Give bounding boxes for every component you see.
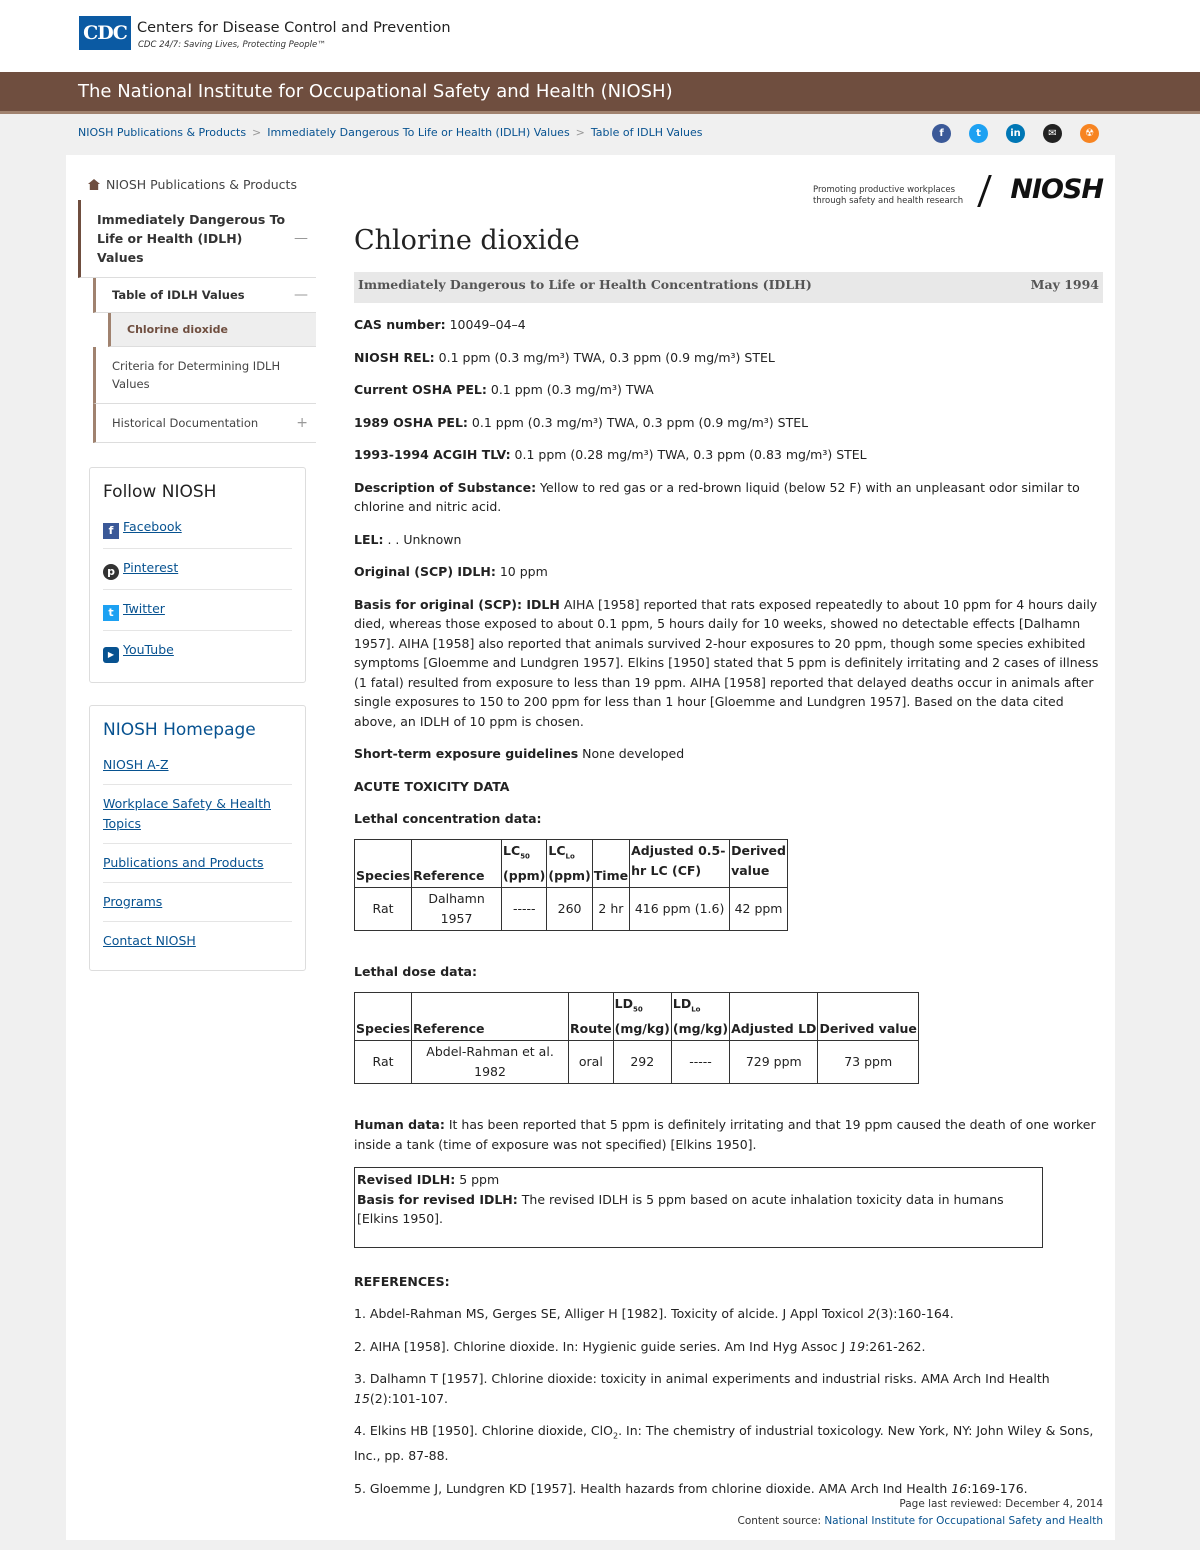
table-cell: oral [569, 1041, 614, 1084]
header-text: (mg/kg) [614, 1021, 670, 1036]
references-heading [354, 1272, 1103, 1292]
table-header [671, 992, 729, 1041]
nav-home-label: NIOSH Publications & Products [106, 177, 297, 192]
source-label: Content source: [737, 1515, 825, 1527]
logo-slash [977, 175, 992, 207]
ref-volume: 16 [951, 1480, 968, 1496]
nav-item-criteria[interactable] [93, 347, 316, 404]
header-text: (ppm) [503, 868, 546, 883]
table-header: Adjusted LD [730, 992, 818, 1041]
field-label: Description of Substance: [354, 479, 537, 495]
ld-label [354, 962, 1103, 982]
table-cell: 260 [547, 888, 592, 931]
cdc-name[interactable]: Centers for Disease Control and Prevention [137, 20, 451, 36]
nav-home[interactable] [78, 169, 316, 200]
nav-item-historical[interactable] [93, 404, 316, 443]
ref-volume: 15 [354, 1390, 370, 1406]
page-container [66, 155, 1115, 1540]
niosh-logo[interactable] [813, 173, 1103, 213]
facebook-icon[interactable]: f [932, 124, 951, 143]
table-header: Reference [412, 992, 569, 1041]
field-osha-pel [354, 380, 1103, 400]
field-value: 0.1 ppm (0.28 mg/m³) TWA, 0.3 ppm (0.83 mg/m³) STEL [510, 447, 867, 462]
section-heading: Lethal dose data: [354, 964, 477, 979]
logo-promo [813, 185, 963, 207]
ref-volume: 19 [849, 1338, 866, 1354]
nav-item-chlorine-dioxide[interactable]: Chlorine dioxide [108, 313, 316, 347]
table-header: Species [355, 839, 412, 888]
ref-text: :169-176. [967, 1480, 1028, 1496]
linkedin-icon[interactable]: in [1006, 124, 1025, 143]
field-label: 1989 OSHA PEL: [354, 414, 468, 430]
field-original-idlh [354, 562, 1103, 582]
twitter-icon: t [103, 605, 119, 621]
ref-text: (3):160-164. [875, 1306, 954, 1321]
breadcrumb-item[interactable]: Table of IDLH Values [590, 126, 703, 139]
nav-item-label: Historical Documentation [112, 416, 259, 430]
table-header: Time [592, 839, 629, 888]
ref-volume: 2 [867, 1306, 876, 1321]
homepage-link[interactable]: Publications and Products [103, 855, 264, 870]
homepage-link[interactable]: Programs [103, 894, 163, 909]
logo-wordmark: NIOSH [1010, 174, 1103, 205]
field-cas [354, 315, 1103, 335]
table-cell: Rat [355, 1041, 412, 1084]
table-cell: ----- [502, 888, 547, 931]
lethal-dose-table [354, 992, 919, 1085]
field-value: 5 ppm [455, 1172, 500, 1187]
cdc-logo[interactable]: CDC [79, 16, 131, 50]
content-source [737, 1513, 1103, 1530]
nav-item-label: Immediately Dangerous To Life or Health (IDLH) Values [97, 212, 286, 265]
table-header: Adjusted 0.5-hr LC (CF) [630, 839, 730, 888]
breadcrumb-item[interactable]: NIOSH Publications & Products [78, 126, 247, 139]
table-header [613, 992, 671, 1041]
field-value: The revised IDLH is 5 ppm based on acute inhalation toxicity data in humans [Elkins 1950]. [357, 1191, 1004, 1226]
table-header: Reference [412, 839, 502, 888]
field-value: Yellow to red gas or a red-brown liquid (below 52 F) with an unpleasant odor similar to chlorine and nitric acid. [354, 479, 1080, 514]
table-header-row [355, 839, 788, 888]
niosh-title-bar [0, 72, 1200, 114]
field-label: NIOSH REL: [354, 349, 435, 365]
table-header-row [355, 992, 919, 1041]
table-row [355, 1041, 919, 1084]
field-label: Revised IDLH: [357, 1172, 456, 1187]
homepage-title[interactable]: NIOSH Homepage [103, 720, 256, 740]
field-1989-osha [354, 413, 1103, 433]
nav-item-label: Table of IDLH Values [112, 288, 245, 302]
home-icon [88, 179, 100, 190]
follow-niosh-card [89, 467, 306, 683]
follow-item [103, 508, 292, 549]
follow-item [103, 590, 292, 631]
youtube-icon: ▶ [103, 647, 119, 663]
homepage-link[interactable]: NIOSH A-Z [103, 757, 169, 772]
ref-subscript: 2 [612, 1431, 619, 1441]
header-text: LC [503, 842, 521, 858]
table-header [502, 839, 547, 888]
field-niosh-rel [354, 348, 1103, 368]
table-header: Route [569, 992, 614, 1041]
nav-item-table-idlh[interactable] [93, 278, 316, 313]
page-title: Chlorine dioxide [354, 225, 580, 256]
table-row [355, 888, 788, 931]
field-value: 0.1 ppm (0.3 mg/m³) TWA [486, 382, 654, 397]
idlh-subheading [354, 272, 1103, 303]
page-footer [737, 1496, 1103, 1530]
side-navigation [78, 169, 316, 443]
collapse-icon[interactable]: — [294, 230, 308, 246]
ref-text: 2. AIHA [1958]. Chlorine dioxide. In: Hygienic guide series. Am Ind Hyg Assoc J [354, 1338, 850, 1354]
logo-promo-line: through safety and health research [813, 196, 964, 206]
field-lel [354, 530, 1103, 550]
ref-text: 5. Gloemme J, Lundgren KD [1957]. Health hazards from chlorine dioxide. AMA Arch Ind Health [354, 1480, 952, 1496]
pinterest-icon: p [103, 564, 119, 580]
homepage-link-row [103, 785, 292, 844]
table-cell: 2 hr [592, 888, 629, 931]
section-heading: REFERENCES: [354, 1273, 450, 1289]
table-header: Species [355, 992, 412, 1041]
lethal-concentration-table [354, 839, 788, 932]
header-sub: 50 [632, 1005, 643, 1013]
follow-item [103, 631, 292, 672]
table-header [547, 839, 592, 888]
field-acgih [354, 445, 1103, 465]
homepage-link-row [103, 883, 292, 922]
follow-title: Follow NIOSH [103, 482, 217, 502]
field-value: None developed [578, 746, 685, 761]
reference-item [354, 1337, 1103, 1357]
cdc-tagline: CDC 24/7: Saving Lives, Protecting People™ [138, 40, 326, 50]
homepage-link-row [103, 844, 292, 883]
table-cell: 292 [613, 1041, 671, 1084]
header-sub: 50 [520, 852, 530, 860]
revised-idlh-box [354, 1167, 1043, 1248]
table-header: Derived value [818, 992, 918, 1041]
expand-icon[interactable]: + [296, 415, 308, 431]
table-cell: 416 ppm (1.6) [630, 888, 730, 931]
ref-text: (2):101-107. [369, 1390, 449, 1406]
homepage-link[interactable]: Contact NIOSH [103, 933, 196, 948]
reference-item [354, 1369, 1103, 1408]
field-label: Short-term exposure guidelines [354, 746, 579, 761]
field-label: Human data: [354, 1117, 445, 1132]
header-text: LD [614, 995, 633, 1011]
facebook-link[interactable]: Facebook [123, 519, 182, 534]
human-data [354, 1115, 1103, 1154]
breadcrumb [78, 126, 702, 139]
field-value: 10 ppm [495, 564, 548, 579]
lc-label [354, 809, 1103, 829]
niosh-homepage-card [89, 705, 306, 971]
subhead-date: May 1994 [1030, 277, 1099, 292]
section-heading: Lethal concentration data: [354, 811, 542, 826]
document-body [354, 315, 1103, 1511]
follow-item [103, 549, 292, 590]
cdc-header [0, 0, 1200, 72]
nav-item-idlh-values[interactable] [78, 200, 316, 278]
pinterest-link[interactable]: Pinterest [123, 560, 179, 575]
breadcrumb-separator: > [252, 126, 262, 139]
section-heading: ACUTE TOXICITY DATA [354, 778, 510, 794]
table-header: Derived value [730, 839, 788, 888]
field-value: 10049–04–4 [445, 317, 526, 332]
subhead-title: Immediately Dangerous to Life or Health Concentrations (IDLH) [358, 277, 812, 292]
field-value: 0.1 ppm (0.3 mg/m³) TWA, 0.3 ppm (0.9 mg/m³) STEL [467, 414, 809, 430]
ref-text: 3. Dalhamn T [1957]. Chlorine dioxide: toxicity in animal experiments and industrial risks. AMA Arch Ind Health [354, 1371, 1050, 1386]
ref-text: 1. Abdel-Rahman MS, Gerges SE, Alliger H [1982]. Toxicity of alcide. J Appl Toxicol [354, 1306, 868, 1321]
field-label: CAS number: [354, 317, 446, 332]
ref-text: :261-262. [865, 1338, 926, 1354]
nav-item-label: Criteria for Determining IDLH Values [112, 359, 281, 391]
field-label: Basis for revised IDLH: [357, 1191, 518, 1207]
collapse-icon[interactable]: — [294, 287, 308, 303]
table-cell: ----- [671, 1041, 729, 1084]
field-label: 1993-1994 ACGIH TLV: [354, 447, 511, 462]
breadcrumb-item[interactable]: Immediately Dangerous To Life or Health (IDLH) Values [267, 126, 570, 139]
field-value: AIHA [1958] reported that rats exposed repeatedly to about 10 ppm for 4 hours daily died, whereas those exposed to about 0.1 ppm, 5 hours daily for 10 weeks, showed no detectable effects [Dalhamn 1957]. AIHA [1958] also reported that animals survived 2-hour exposures to 20 ppm, though some species exhibited symptoms [Gloemme and Lundgren 1957]. Elkins [1950] stated that 5 ppm is definitely irritating and 2 cases of illness (1 fatal) resulted from exposure to less than 19 ppm. AIHA [1958] reported that delayed deaths occur in animals after single exposures to 150 to 200 ppm for less than 1 hour [Gloemme and Lundgren 1957]. Based on the data cited above, an IDLH of 10 ppm is chosen. [354, 596, 1099, 729]
facebook-icon: f [103, 523, 119, 539]
header-text: LC [548, 842, 566, 858]
field-label: Original (SCP) IDLH: [354, 564, 496, 579]
table-cell: 73 ppm [818, 1041, 918, 1084]
header-sub: Lo [691, 1005, 701, 1013]
social-share-bar [932, 124, 1099, 143]
homepage-link[interactable]: Workplace Safety & Health Topics [103, 796, 271, 831]
table-cell: 729 ppm [730, 1041, 818, 1084]
niosh-bar-title[interactable]: The National Institute for Occupational Safety and Health (NIOSH) [78, 81, 673, 102]
field-value: It has been reported that 5 ppm is definitely irritating and that 19 ppm caused the death of one worker inside a tank (time of exposure was not specified) [Elkins 1950]. [354, 1117, 1096, 1152]
ref-text: 4. Elkins HB [1950]. Chlorine dioxide, ClO [354, 1423, 613, 1438]
breadcrumb-separator: > [575, 126, 585, 139]
logo-promo-line: Promoting productive workplaces [813, 185, 956, 195]
header-text: (mg/kg) [672, 1021, 729, 1036]
field-description [354, 478, 1103, 517]
table-cell: Abdel-Rahman et al. 1982 [412, 1041, 569, 1084]
acute-toxicity-heading [354, 777, 1103, 797]
youtube-link[interactable]: YouTube [123, 642, 174, 657]
last-reviewed: Page last reviewed: December 4, 2014 [899, 1498, 1103, 1510]
twitter-icon[interactable]: t [969, 124, 988, 143]
field-basis-original [354, 595, 1103, 732]
field-label: Basis for original (SCP): IDLH [354, 596, 560, 612]
field-value: . . Unknown [383, 531, 462, 547]
header-text: (ppm) [548, 868, 591, 883]
source-link[interactable]: National Institute for Occupational Safety and Health [824, 1515, 1103, 1527]
reference-item [354, 1421, 1103, 1466]
field-short-term [354, 744, 1103, 764]
field-label: LEL: [354, 531, 384, 547]
field-value: 0.1 ppm (0.3 mg/m³) TWA, 0.3 ppm (0.9 mg/m³) STEL [434, 349, 775, 365]
email-icon[interactable]: ✉ [1043, 124, 1062, 143]
table-cell: 42 ppm [730, 888, 788, 931]
table-cell: Rat [355, 888, 412, 931]
homepage-link-row [103, 746, 292, 785]
header-text: LD [672, 995, 692, 1011]
homepage-link-row [103, 922, 292, 960]
field-label: Current OSHA PEL: [354, 382, 487, 397]
twitter-link[interactable]: Twitter [123, 601, 165, 616]
ref-text: . In: The chemistry of industrial toxicology. New York, NY: John Wiley & Sons, Inc., pp. 87-88. [354, 1423, 1094, 1463]
syndicate-icon[interactable]: ☢ [1080, 124, 1099, 143]
table-cell: Dalhamn 1957 [412, 888, 502, 931]
header-sub: Lo [565, 852, 575, 860]
reference-item [354, 1304, 1103, 1324]
